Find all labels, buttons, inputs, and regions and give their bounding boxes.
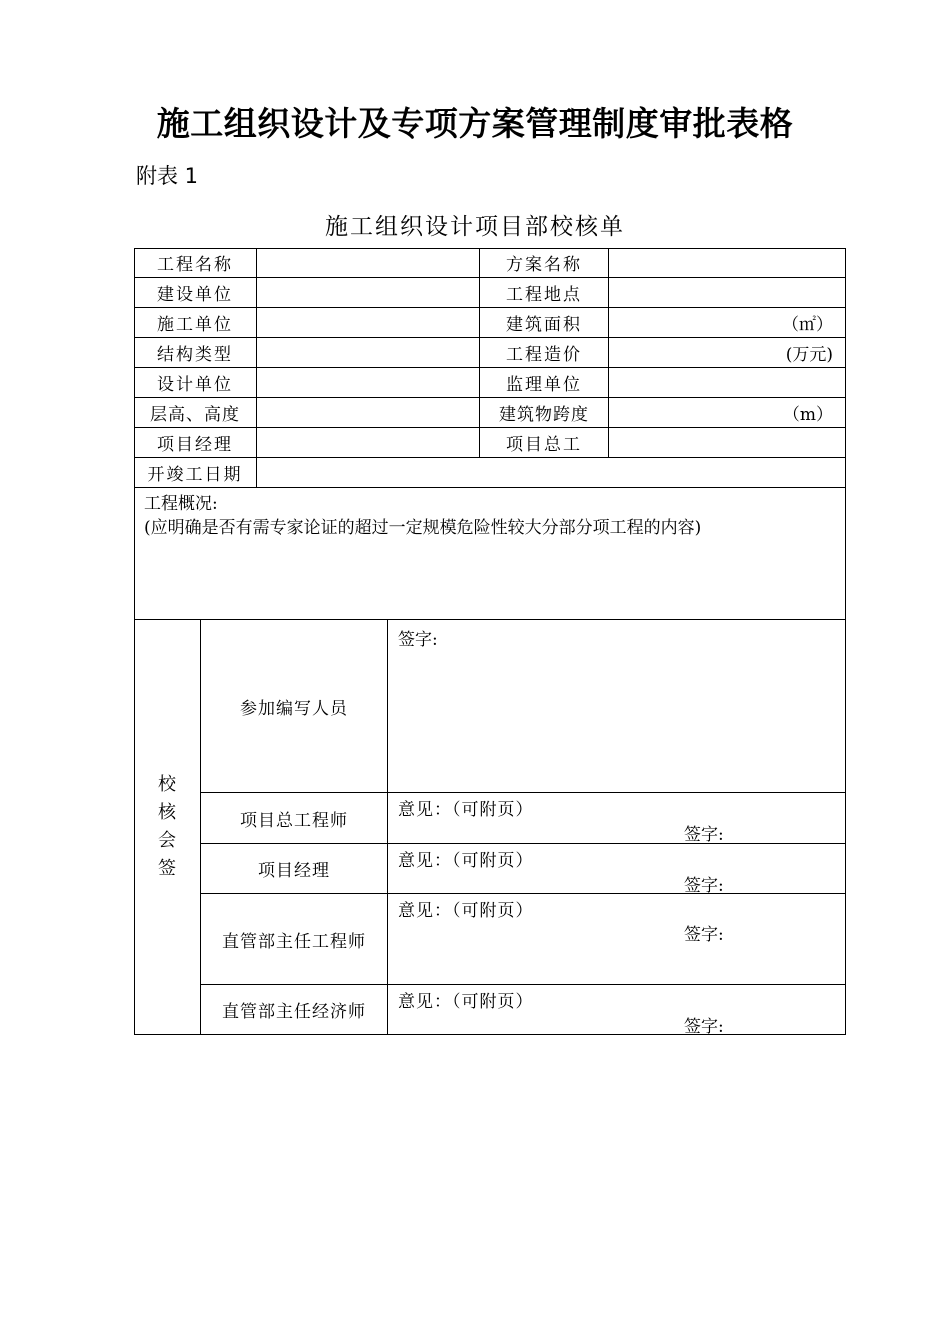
building-area-label: 建筑面积 xyxy=(480,308,609,338)
project-manager-opinion-field[interactable] xyxy=(388,844,846,894)
plan-name-label: 方案名称 xyxy=(480,248,609,278)
building-span-label: 建筑物跨度 xyxy=(480,398,609,428)
builder-unit-label: 施工单位 xyxy=(134,308,257,338)
opinion-label: 意见：（可附页） xyxy=(398,851,534,871)
opinion-label: 意见：（可附页） xyxy=(398,901,534,921)
project-cost-field[interactable] xyxy=(609,338,846,368)
opinion-label: 意见：（可附页） xyxy=(398,992,534,1012)
supervision-unit-label: 监理单位 xyxy=(480,368,609,398)
project-manager-field[interactable] xyxy=(257,428,480,458)
signature-label: 签字: xyxy=(684,925,724,945)
project-manager-label: 项目经理 xyxy=(134,428,257,458)
opinion-label: 意见：（可附页） xyxy=(398,800,534,820)
structure-type-label: 结构类型 xyxy=(134,338,257,368)
page-title: 施工组织设计及专项方案管理制度审批表格 xyxy=(156,104,794,143)
project-location-field[interactable] xyxy=(609,278,846,308)
construction-unit-field[interactable] xyxy=(257,278,480,308)
appendix-label: 附表 1 xyxy=(136,164,199,188)
project-cost-label: 工程造价 xyxy=(480,338,609,368)
building-area-unit: （㎡） xyxy=(782,315,833,335)
chief-engineer-field[interactable] xyxy=(609,428,846,458)
signature-label: 签字: xyxy=(684,876,724,896)
start-finish-date-field[interactable] xyxy=(257,458,846,488)
project-location-label: 工程地点 xyxy=(480,278,609,308)
building-span-field[interactable] xyxy=(609,398,846,428)
signature-label: 签字: xyxy=(684,1017,724,1037)
project-overview-field[interactable] xyxy=(134,488,846,620)
floor-height-field[interactable] xyxy=(257,398,480,428)
construction-unit-label: 建设单位 xyxy=(134,278,257,308)
writers-signature-field[interactable] xyxy=(388,620,846,793)
building-span-unit: （m） xyxy=(782,405,833,425)
form-title: 施工组织设计项目部校核单 xyxy=(325,214,625,240)
building-area-field[interactable] xyxy=(609,308,846,338)
design-unit-label: 设计单位 xyxy=(134,368,257,398)
builder-unit-field[interactable] xyxy=(257,308,480,338)
start-finish-date-label: 开竣工日期 xyxy=(134,458,257,488)
writers-label: 参加编写人员 xyxy=(201,620,388,793)
project-name-label: 工程名称 xyxy=(134,248,257,278)
overview-note: (应明确是否有需专家论证的超过一定规模危险性较大分部分项工程的内容) xyxy=(144,518,702,538)
signature-label: 签字: xyxy=(398,630,438,650)
design-unit-field[interactable] xyxy=(257,368,480,398)
dept-chief-economist-opinion-field[interactable] xyxy=(388,985,846,1035)
chief-engineer-opinion-field[interactable] xyxy=(388,793,846,844)
overview-label: 工程概况: xyxy=(144,494,218,514)
review-sign-section-label: 校 核 会 签 xyxy=(134,620,201,1035)
role-chief-engineer: 项目总工程师 xyxy=(201,793,388,844)
project-name-field[interactable] xyxy=(257,248,480,278)
floor-height-label: 层高、高度 xyxy=(134,398,257,428)
plan-name-field[interactable] xyxy=(609,248,846,278)
role-dept-chief-economist: 直管部主任经济师 xyxy=(201,985,388,1035)
supervision-unit-field[interactable] xyxy=(609,368,846,398)
role-project-manager: 项目经理 xyxy=(201,844,388,894)
structure-type-field[interactable] xyxy=(257,338,480,368)
role-dept-chief-engineer: 直管部主任工程师 xyxy=(201,894,388,985)
chief-engineer-label: 项目总工 xyxy=(480,428,609,458)
signature-label: 签字: xyxy=(684,825,724,845)
project-cost-unit: (万元) xyxy=(785,345,833,365)
dept-chief-engineer-opinion-field[interactable] xyxy=(388,894,846,985)
